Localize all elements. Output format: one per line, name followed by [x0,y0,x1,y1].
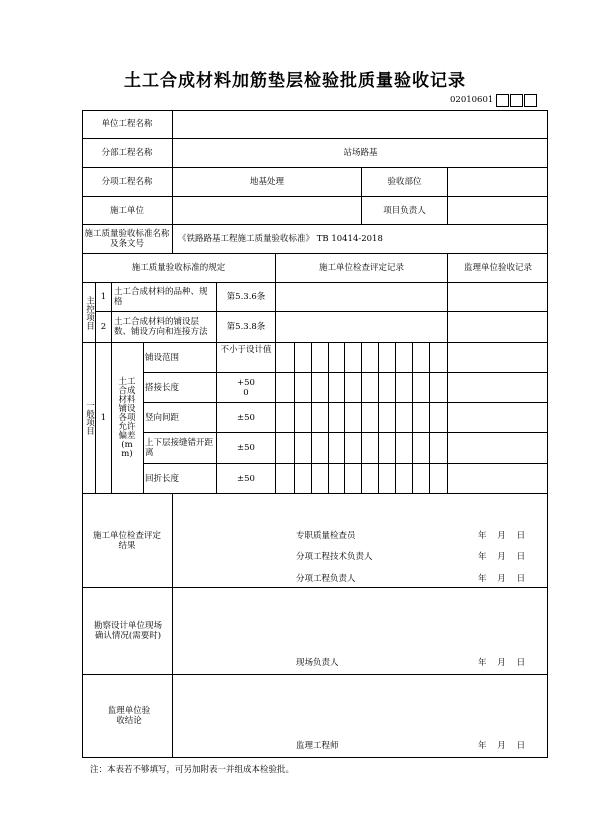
code-box-2[interactable] [510,94,523,107]
unit-project-field[interactable] [173,110,548,138]
main-item-1-no: 1 [100,292,107,302]
standard-value: 《铁路路基工程施工质量验收标准》 TB 10414-2018 [178,234,383,244]
inspection-part-label: 验收部位 [387,177,422,187]
main-item-2-clause: 第5.3.8条 [226,322,266,332]
main-item-2-no: 2 [100,322,107,332]
main-item-2-supervisor[interactable] [448,312,548,342]
division-field[interactable]: 站场路基 [343,148,378,158]
general-item-2-tolerance: +50 0 [237,377,255,398]
contractor-result-label: 施工单位检查评定结果 [92,530,161,551]
supervising-engineer-role: 监理工程师 [296,741,339,751]
general-item-3-desc: 竖向间距 [145,412,180,423]
construction-unit-field[interactable] [173,197,361,224]
site-lead-date[interactable]: 年 月 日 [478,658,526,668]
main-item-2-record[interactable] [276,312,447,342]
main-item-2-desc: 土工合成材料的铺设层数、铺设方向和连接方法 [114,317,208,337]
supervisor-conclusion-label: 监理单位验收结论 [107,706,151,726]
general-item-5-desc: 回折长度 [145,473,180,484]
contractor-record-header: 施工单位检查评定记录 [318,263,404,273]
general-item-1-desc: 铺设范围 [145,352,180,363]
general-item-1-tolerance: 不小于设计值 [220,345,272,355]
form-title: 土工合成材料加筋垫层检验批质量验收记录 [124,71,466,91]
unit-project-label: 单位工程名称 [101,119,153,129]
main-item-1-supervisor[interactable] [448,283,548,311]
general-item-2-desc: 搭接长度 [145,382,180,393]
general-items-group-label: 一般项目 [84,401,95,435]
spec-column-header: 施工质量验收标准的规定 [131,263,226,273]
standard-label: 施工质量验收标准名称及条文号 [84,229,170,249]
technical-lead-date[interactable]: 年 月 日 [478,552,526,562]
quality-inspector-role: 专职质量检查员 [296,531,356,541]
general-item-4-tolerance: ±50 [237,443,255,453]
code-box-1[interactable] [496,94,509,107]
main-item-1-clause: 第5.3.6条 [226,292,266,302]
main-item-1-desc: 土工合成材料的品种、规格 [114,287,208,307]
project-manager-label: 项目负责人 [383,205,426,216]
form-code: 02010601 [450,95,494,105]
code-box-3[interactable] [524,94,537,107]
subdivision-lead-role: 分项工程负责人 [296,574,356,584]
survey-confirm-label: 勘察设计单位现场确认情况(需要时) [94,621,163,641]
technical-lead-role: 分项工程技术负责人 [296,552,373,562]
subdivision-field[interactable]: 地基处理 [249,177,284,187]
site-lead-role: 现场负责人 [296,658,339,668]
main-items-group-label: 主控项目 [84,295,95,330]
footnote: 注：本表若不够填写，可另加附表一并组成本检验批。 [90,765,295,775]
inspection-part-field[interactable] [448,168,548,196]
general-item-5-tolerance: ±50 [237,473,255,484]
construction-unit-label: 施工单位 [109,205,144,216]
subdivision-label: 分项工程名称 [101,177,153,187]
general-item-no: 1 [100,413,107,423]
general-item-4-desc: 上下层接缝错开距离 [145,438,214,458]
general-item-3-tolerance: ±50 [237,412,255,423]
quality-inspector-date[interactable]: 年 月 日 [478,531,526,541]
division-label: 分部工程名称 [101,148,153,158]
inspection-form [82,110,548,758]
general-items-sublabel: 土工合成材料铺设各项允许偏差(mm) [118,376,136,459]
subdivision-lead-date[interactable]: 年 月 日 [478,574,526,584]
form-code-group [450,92,537,108]
main-item-1-record[interactable] [276,283,447,311]
project-manager-field[interactable] [448,197,548,224]
supervising-engineer-date[interactable]: 年 月 日 [478,741,526,751]
supervisor-record-header: 监理单位验收记录 [463,263,532,273]
